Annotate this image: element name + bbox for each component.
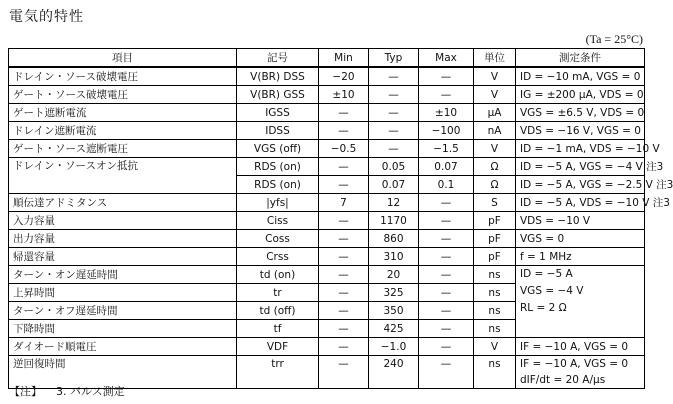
min-cell: — — [319, 176, 369, 194]
header-test-condition: 測定条件 — [516, 49, 645, 68]
condition-cell: VDS = −16 V, VGS = 0 — [516, 122, 645, 140]
max-cell: — — [419, 248, 474, 266]
typ-cell: 1170 — [369, 212, 419, 230]
min-cell: −0.5 — [319, 140, 369, 158]
unit-cell: Ω — [474, 176, 516, 194]
min-cell: — — [319, 356, 369, 389]
table-row — [9, 104, 645, 122]
section-title: 電気的特性 — [9, 9, 84, 25]
typ-cell: 20 — [369, 266, 419, 284]
condition-cell: VGS = ±6.5 V, VDS = 0 — [516, 104, 645, 122]
unit-cell: ns — [474, 266, 516, 284]
parameter-cell: 入力容量 — [9, 212, 237, 230]
symbol-cell: V(BR) DSS — [237, 67, 319, 86]
condition-cell: IF = −10 A, VGS = 0 — [516, 338, 645, 356]
typ-cell: 240 — [369, 356, 419, 389]
max-cell: −1.5 — [419, 140, 474, 158]
symbol-cell: VGS (off) — [237, 140, 319, 158]
min-cell: — — [319, 158, 369, 176]
condition-cell: ID = −5 A, VGS = −2.5 V 注3 — [516, 176, 645, 194]
footnote-text: 3. パルス測定 — [56, 385, 125, 398]
unit-cell: V — [474, 67, 516, 86]
symbol-cell: RDS (on) — [237, 176, 319, 194]
condition-cell: VDS = −10 V — [516, 212, 645, 230]
unit-cell: V — [474, 86, 516, 104]
typ-cell: 325 — [369, 284, 419, 302]
max-cell: — — [419, 212, 474, 230]
condition-line: VGS = −4 V — [520, 285, 584, 297]
footnote-mark: 【注】 — [9, 385, 42, 398]
typ-cell: 860 — [369, 230, 419, 248]
table-row — [9, 266, 645, 284]
table-row — [9, 122, 645, 140]
typ-cell: 0.07 — [369, 176, 419, 194]
max-cell: — — [419, 230, 474, 248]
condition-cell: f = 1 MHz — [516, 248, 645, 266]
typ-cell: — — [369, 104, 419, 122]
symbol-cell: IDSS — [237, 122, 319, 140]
condition-cell: VGS = 0 — [516, 230, 645, 248]
table-row — [9, 248, 645, 266]
min-cell: — — [319, 104, 369, 122]
parameter-cell: ドレイン・ソース破壊電圧 — [9, 67, 237, 86]
parameter-cell: ターン・オン遅延時間 — [9, 266, 237, 284]
min-cell: — — [319, 338, 369, 356]
parameter-cell: ゲート遮断電流 — [9, 104, 237, 122]
symbol-cell: td (off) — [237, 302, 319, 320]
condition-cell: IG = ±200 µA, VDS = 0 — [516, 86, 645, 104]
min-cell: — — [319, 302, 369, 320]
typ-cell: −1.0 — [369, 338, 419, 356]
typ-cell: 0.05 — [369, 158, 419, 176]
condition-line: dIF/dt = 20 A/µs — [520, 374, 606, 386]
min-cell: — — [319, 248, 369, 266]
max-cell: −100 — [419, 122, 474, 140]
min-cell: — — [319, 284, 369, 302]
table-row — [9, 230, 645, 248]
min-cell: ±10 — [319, 86, 369, 104]
symbol-cell: Coss — [237, 230, 319, 248]
header-symbol: 記号 — [237, 49, 319, 68]
table-row — [9, 140, 645, 158]
condition-line: ID = −5 A — [520, 268, 573, 280]
min-cell: −20 — [319, 67, 369, 86]
typ-cell: — — [369, 122, 419, 140]
unit-cell: pF — [474, 230, 516, 248]
condition-cell — [516, 356, 645, 389]
max-cell: — — [419, 320, 474, 338]
max-cell: — — [419, 284, 474, 302]
condition-cell: ID = −1 mA, VDS = −10 V — [516, 140, 645, 158]
parameter-cell: 出力容量 — [9, 230, 237, 248]
unit-cell: pF — [474, 248, 516, 266]
typ-cell: — — [369, 140, 419, 158]
parameter-cell: 上昇時間 — [9, 284, 237, 302]
parameter-cell: ターン・オフ遅延時間 — [9, 302, 237, 320]
ambient-condition: (Ta = 25°C) — [585, 32, 643, 46]
unit-cell: Ω — [474, 158, 516, 176]
table-row — [9, 158, 645, 176]
parameter-cell: ダイオード順電圧 — [9, 338, 237, 356]
unit-cell: ns — [474, 284, 516, 302]
max-cell: — — [419, 67, 474, 86]
symbol-cell: VDF — [237, 338, 319, 356]
max-cell: — — [419, 338, 474, 356]
typ-cell: 310 — [369, 248, 419, 266]
typ-cell: 12 — [369, 194, 419, 212]
electrical-characteristics-table — [8, 48, 673, 389]
parameter-cell: ゲート・ソース破壊電圧 — [9, 86, 237, 104]
max-cell: 0.07 — [419, 158, 474, 176]
max-cell: — — [419, 302, 474, 320]
unit-cell: V — [474, 140, 516, 158]
max-cell: — — [419, 86, 474, 104]
unit-cell: ns — [474, 356, 516, 389]
symbol-cell: tr — [237, 284, 319, 302]
typ-cell: — — [369, 67, 419, 86]
condition-cell — [516, 266, 645, 338]
parameter-cell: ドレイン・ソースオン抵抗 — [9, 158, 237, 194]
condition-line: RL = 2 Ω — [520, 302, 567, 314]
typ-cell: — — [369, 86, 419, 104]
condition-cell: ID = −10 mA, VGS = 0 — [516, 67, 645, 86]
condition-cell: ID = −5 A, VGS = −4 V 注3 — [516, 158, 645, 176]
min-cell: — — [319, 320, 369, 338]
min-cell: — — [319, 230, 369, 248]
parameter-cell: 帰還容量 — [9, 248, 237, 266]
parameter-cell: 逆回復時間 — [9, 356, 237, 389]
unit-cell: V — [474, 338, 516, 356]
parameter-cell: 順伝達アドミタンス — [9, 194, 237, 212]
table-row — [9, 194, 645, 212]
parameter-cell: ドレイン遮断電流 — [9, 122, 237, 140]
parameter-cell: ゲート・ソース遮断電圧 — [9, 140, 237, 158]
symbol-cell: V(BR) GSS — [237, 86, 319, 104]
symbol-cell: IGSS — [237, 104, 319, 122]
header-min: Min — [319, 49, 369, 68]
unit-cell: S — [474, 194, 516, 212]
typ-cell: 425 — [369, 320, 419, 338]
min-cell: — — [319, 212, 369, 230]
symbol-cell: RDS (on) — [237, 158, 319, 176]
typ-cell: 350 — [369, 302, 419, 320]
condition-line: IF = −10 A, VGS = 0 — [520, 358, 629, 370]
unit-cell: ns — [474, 320, 516, 338]
symbol-cell: trr — [237, 356, 319, 389]
max-cell: — — [419, 194, 474, 212]
min-cell: 7 — [319, 194, 369, 212]
parameter-cell: 下降時間 — [9, 320, 237, 338]
unit-cell: µA — [474, 104, 516, 122]
max-cell: — — [419, 356, 474, 389]
max-cell: — — [419, 266, 474, 284]
unit-cell: nA — [474, 122, 516, 140]
header-unit: 単位 — [474, 49, 516, 68]
header-typ: Typ — [369, 49, 419, 68]
table-row — [9, 86, 645, 104]
table-row — [9, 338, 645, 356]
table-row — [9, 67, 645, 86]
symbol-cell: td (on) — [237, 266, 319, 284]
condition-cell: ID = −5 A, VDS = −10 V 注3 — [516, 194, 645, 212]
header-max: Max — [419, 49, 474, 68]
max-cell: 0.1 — [419, 176, 474, 194]
max-cell: ±10 — [419, 104, 474, 122]
unit-cell: ns — [474, 302, 516, 320]
table-row — [9, 212, 645, 230]
min-cell: — — [319, 122, 369, 140]
symbol-cell: Ciss — [237, 212, 319, 230]
header-parameter: 項目 — [9, 49, 237, 68]
unit-cell: pF — [474, 212, 516, 230]
min-cell: — — [319, 266, 369, 284]
symbol-cell: Crss — [237, 248, 319, 266]
footnote — [9, 383, 125, 399]
table-header-row — [9, 49, 645, 68]
symbol-cell: tf — [237, 320, 319, 338]
symbol-cell: |yfs| — [237, 194, 319, 212]
